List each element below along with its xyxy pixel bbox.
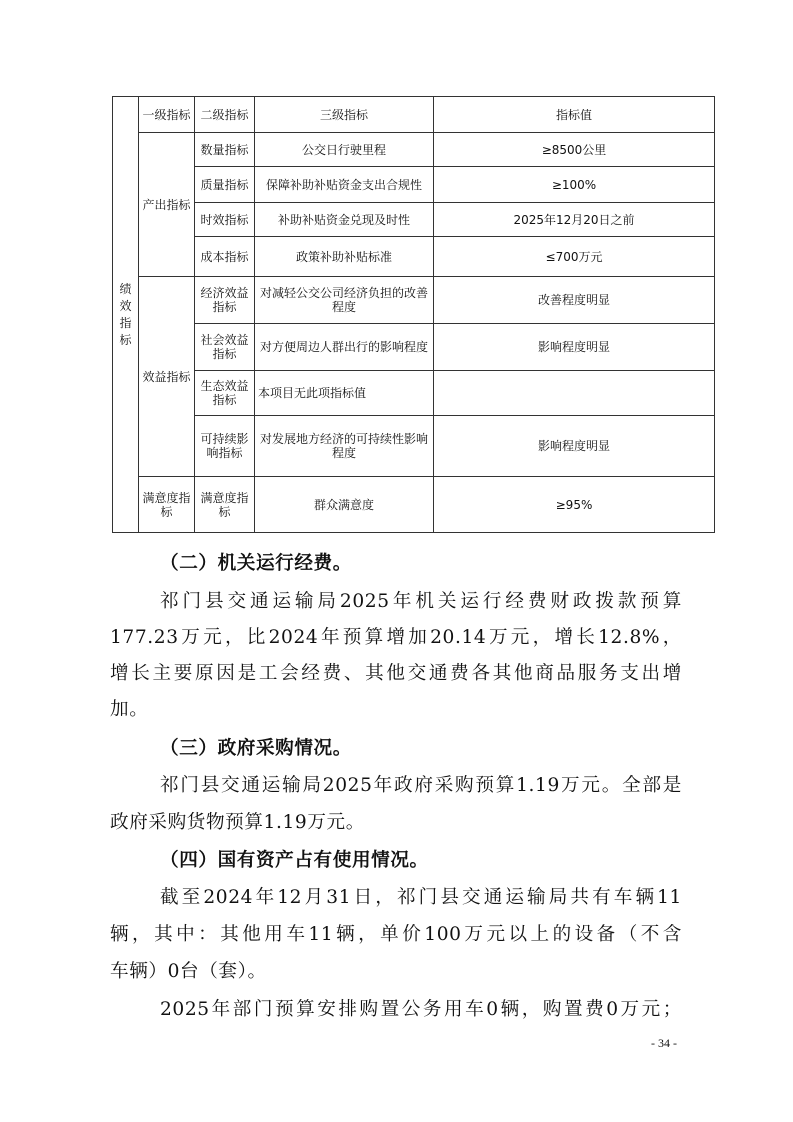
- header-value: 指标值: [434, 97, 715, 133]
- table-row: [113, 324, 715, 371]
- performance-group-cell: [113, 97, 139, 533]
- table-row: [113, 167, 715, 203]
- section-heading-operating-costs: （二）机关运行经费。: [160, 553, 352, 574]
- paragraph-line: 政府采购货物预算1.19万元。: [110, 812, 365, 833]
- value-cell: 2025年12月20日之前: [434, 203, 715, 237]
- level2-cell: 社会效益指标: [195, 324, 255, 371]
- satisfaction-group-label: 满意度指标: [139, 477, 195, 533]
- header-level3: 三级指标: [255, 97, 434, 133]
- page-number: - 34 -: [651, 1036, 677, 1050]
- benefit-group-label: 效益指标: [139, 277, 195, 477]
- performance-indicator-table: [112, 96, 715, 533]
- section-heading-state-assets: （四）国有资产占有使用情况。: [160, 850, 429, 871]
- value-cell: ≤700万元: [434, 237, 715, 277]
- value-cell: ≥95%: [434, 477, 715, 533]
- header-level2: 二级指标: [195, 97, 255, 133]
- level2-cell: 生态效益指标: [195, 371, 255, 416]
- header-level1: 一级指标: [139, 97, 195, 133]
- level3-cell: 对减轻公交公司经济负担的改善程度: [255, 277, 434, 324]
- performance-group-label: 绩效指标: [119, 281, 132, 347]
- value-cell: 改善程度明显: [434, 277, 715, 324]
- paragraph-line: 车辆）0台（套）。: [110, 961, 267, 982]
- table-row: [113, 277, 715, 324]
- level2-cell: 满意度指标: [195, 477, 255, 533]
- level2-cell: 时效指标: [195, 203, 255, 237]
- value-cell: 影响程度明显: [434, 416, 715, 477]
- value-cell: ≥100%: [434, 167, 715, 203]
- paragraph-line: 辆，其中：其他用车11辆，单价100万元以上的设备（不含: [110, 924, 682, 945]
- paragraph-line: 截至2024年12月31日，祁门县交通运输局共有车辆11: [160, 887, 682, 908]
- table-row: [113, 203, 715, 237]
- paragraph-line: 2025年部门预算安排购置公务用车0辆，购置费0万元；: [160, 999, 682, 1020]
- value-cell: 影响程度明显: [434, 324, 715, 371]
- level3-cell: 补助补贴资金兑现及时性: [255, 203, 434, 237]
- table-row: [113, 416, 715, 477]
- paragraph-line: 加。: [110, 699, 149, 720]
- paragraph-line: 增长主要原因是工会经费、其他交通费各其他商品服务支出增: [110, 663, 682, 684]
- table-header-row: [113, 97, 715, 133]
- level2-cell: 成本指标: [195, 237, 255, 277]
- table-row: [113, 133, 715, 167]
- level2-cell: 质量指标: [195, 167, 255, 203]
- level3-cell: 公交日行驶里程: [255, 133, 434, 167]
- level3-cell: 对发展地方经济的可持续性影响程度: [255, 416, 434, 477]
- section-heading-procurement: （三）政府采购情况。: [160, 738, 352, 759]
- table-row: [113, 237, 715, 277]
- level3-cell: 本项目无此项指标值: [255, 371, 434, 416]
- table-row: [113, 371, 715, 416]
- paragraph-line: 祁门县交通运输局2025年机关运行经费财政拨款预算: [160, 591, 682, 612]
- table-row: [113, 477, 715, 533]
- level3-cell: 群众满意度: [255, 477, 434, 533]
- level2-cell: 可持续影响指标: [195, 416, 255, 477]
- level2-cell: 经济效益指标: [195, 277, 255, 324]
- output-group-label: 产出指标: [139, 133, 195, 277]
- level3-cell: 政策补助补贴标准: [255, 237, 434, 277]
- paragraph-line: 祁门县交通运输局2025年政府采购预算1.19万元。全部是: [160, 775, 682, 796]
- value-cell: ≥8500公里: [434, 133, 715, 167]
- level3-cell: 对方便周边人群出行的影响程度: [255, 324, 434, 371]
- value-cell: [434, 371, 715, 416]
- level2-cell: 数量指标: [195, 133, 255, 167]
- paragraph-line: 177.23万元，比2024年预算增加20.14万元，增长12.8%，: [110, 627, 682, 648]
- level3-cell: 保障补助补贴资金支出合规性: [255, 167, 434, 203]
